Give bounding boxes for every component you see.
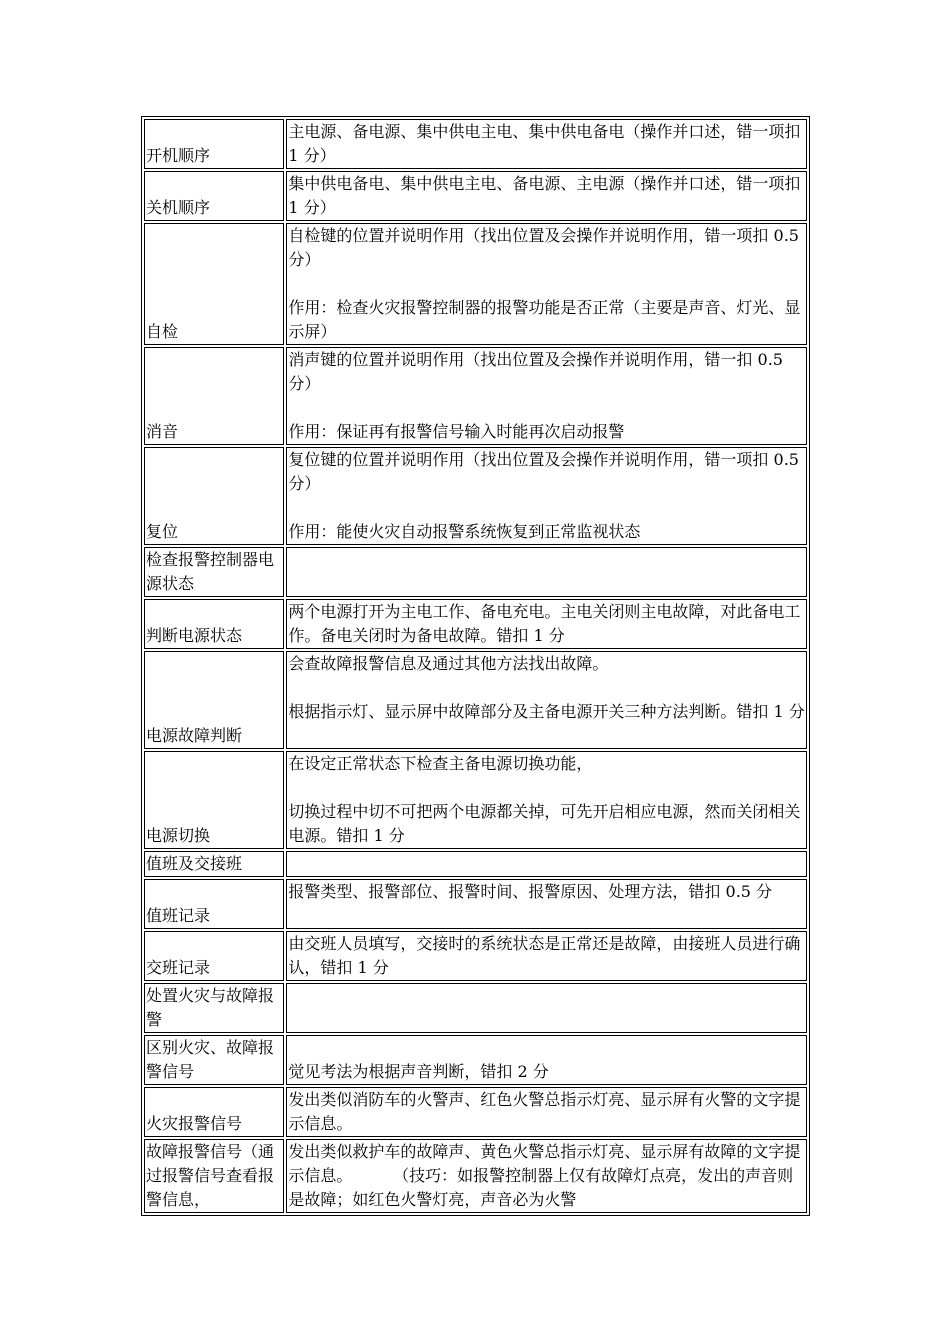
row-label: 交班记录 — [144, 931, 284, 981]
procedure-table — [141, 116, 810, 1216]
row-label: 处置火灾与故障报警 — [144, 983, 284, 1033]
row-label: 值班及交接班 — [144, 851, 284, 877]
row-label: 复位 — [144, 447, 284, 545]
row-label: 开机顺序 — [144, 119, 284, 169]
row-content: 复位键的位置并说明作用（找出位置及会操作并说明作用，错一项扣 0.5 分） 作用：能使火灾自动报警系统恢复到正常监视状态 — [286, 447, 807, 545]
row-content: 自检键的位置并说明作用（找出位置及会操作并说明作用，错一项扣 0.5 分） 作用：检查火灾报警控制器的报警功能是否正常（主要是声音、灯光、显示屏） — [286, 223, 807, 345]
row-content — [286, 851, 807, 877]
row-content — [286, 547, 807, 597]
table-row — [144, 751, 807, 849]
row-label: 消音 — [144, 347, 284, 445]
row-content: 主电源、备电源、集中供电主电、集中供电备电（操作并口述，错一项扣 1 分） — [286, 119, 807, 169]
row-content: 发出类似消防车的火警声、红色火警总指示灯亮、显示屏有火警的文字提示信息。 — [286, 1087, 807, 1137]
row-label: 值班记录 — [144, 879, 284, 929]
row-label: 判断电源状态 — [144, 599, 284, 649]
table-row — [144, 347, 807, 445]
row-content: 集中供电备电、集中供电主电、备电源、主电源（操作并口述，错一项扣 1 分） — [286, 171, 807, 221]
row-label: 检查报警控制器电源状态 — [144, 547, 284, 597]
row-label: 关机顺序 — [144, 171, 284, 221]
table-row — [144, 599, 807, 649]
table-row — [144, 1087, 807, 1137]
row-label: 电源故障判断 — [144, 651, 284, 749]
table-row — [144, 651, 807, 749]
row-content: 在设定正常状态下检查主备电源切换功能， 切换过程中切不可把两个电源都关掉，可先开启相应电源，然而关闭相关电源。错扣 1 分 — [286, 751, 807, 849]
row-label: 故障报警信号（通过报警信号查看报警信息， — [144, 1139, 284, 1213]
row-content — [286, 983, 807, 1033]
row-content: 觉见考法为根据声音判断，错扣 2 分 — [286, 1035, 807, 1085]
row-label: 区别火灾、故障报警信号 — [144, 1035, 284, 1085]
table-row — [144, 879, 807, 929]
row-content: 消声键的位置并说明作用（找出位置及会操作并说明作用，错一扣 0.5 分） 作用：保证再有报警信号输入时能再次启动报警 — [286, 347, 807, 445]
table-row — [144, 223, 807, 345]
table-row — [144, 931, 807, 981]
row-content: 报警类型、报警部位、报警时间、报警原因、处理方法，错扣 0.5 分 — [286, 879, 807, 929]
row-content: 发出类似救护车的故障声、黄色火警总指示灯亮、显示屏有故障的文字提示信息。 （技巧：如报警控制器上仅有故障灯点亮，发出的声音则是故障；如红色火警灯亮，声音必为火警 — [286, 1139, 807, 1213]
table-row — [144, 119, 807, 169]
row-content: 由交班人员填写，交接时的系统状态是正常还是故障，由接班人员进行确认，错扣 1 分 — [286, 931, 807, 981]
row-label: 电源切换 — [144, 751, 284, 849]
table-row — [144, 1139, 807, 1213]
row-label: 火灾报警信号 — [144, 1087, 284, 1137]
table-row — [144, 1035, 807, 1085]
row-content: 会查故障报警信息及通过其他方法找出故障。 根据指示灯、显示屏中故障部分及主备电源开关三种方法判断。错扣 1 分 — [286, 651, 807, 749]
table-row — [144, 983, 807, 1033]
table-row — [144, 171, 807, 221]
table-row — [144, 447, 807, 545]
table-row — [144, 851, 807, 877]
row-content: 两个电源打开为主电工作、备电充电。主电关闭则主电故障，对此备电工作。备电关闭时为备电故障。错扣 1 分 — [286, 599, 807, 649]
row-label: 自检 — [144, 223, 284, 345]
table-row — [144, 547, 807, 597]
